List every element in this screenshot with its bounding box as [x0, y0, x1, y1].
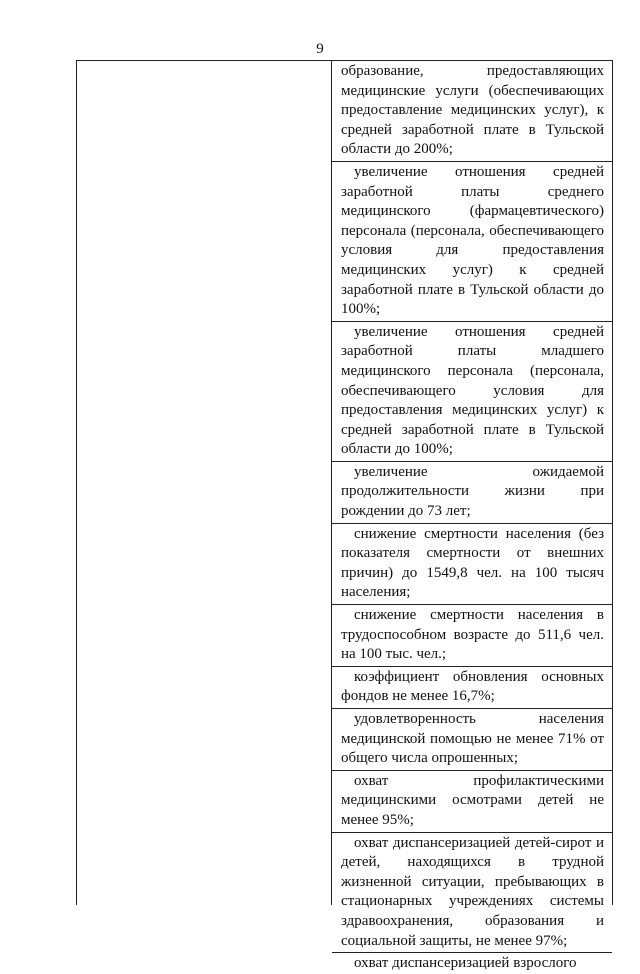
list-item: охват диспансеризацией взрослого	[354, 955, 577, 972]
document-table	[76, 60, 613, 972]
item-divider	[332, 708, 612, 709]
item-divider	[332, 604, 612, 605]
table-left-cell	[77, 61, 332, 905]
item-divider	[332, 461, 612, 462]
list-item: удовлетворенность населения медицинской помощью не менее 71% от общего числа опрошенных;	[341, 711, 604, 767]
list-item: снижение смертности населения (без показателя смертности от внешних причин) до 1549,8 чел. на 100 тысяч населения;	[341, 525, 604, 601]
item-divider	[332, 952, 612, 953]
table-right-cell	[332, 61, 612, 972]
item-divider	[332, 666, 612, 667]
item-divider	[332, 832, 612, 833]
page-number: 9	[316, 41, 324, 57]
item-divider	[332, 523, 612, 524]
list-item: образование, предоставляющих медицинские услуги (обеспечивающих предоставление медицинских услуг), к средней заработной плате в Тульской области до 200%;	[341, 63, 604, 158]
list-item: охват профилактическими медицинскими осмотрами детей не менее 95%;	[341, 772, 604, 828]
list-item: снижение смертности населения в трудоспособном возрасте до 511,6 чел. на 100 тыс. чел.;	[341, 607, 604, 663]
list-item: коэффициент обновления основных фондов не менее 16,7%;	[341, 668, 604, 705]
target-indicators-list	[332, 61, 612, 974]
list-item: охват диспансеризацией детей-сирот и детей, находящихся в трудной жизненной ситуации, пребывающих в стационарных учреждениях системы здравоохранения, образования и социальной защиты, не менее 97%;	[341, 834, 604, 949]
item-divider	[332, 161, 612, 162]
item-divider	[332, 321, 612, 322]
item-divider	[332, 770, 612, 771]
list-item: увеличение ожидаемой продолжительности жизни при рождении до 73 лет;	[341, 463, 604, 520]
list-item: увеличение отношения средней заработной платы среднего медицинского (фармацевтического) персонала (персонала, обеспечивающего условия для предоставления медицинских услуг) к средней заработной плате в Тульской области до 100%;	[341, 163, 604, 318]
list-item: увеличение отношения средней заработной платы младшего медицинского персонала (персонала, обеспечивающего условия для предоставления медицинских услуг) к средней заработной плате в Тульской области до 100%;	[341, 323, 604, 458]
